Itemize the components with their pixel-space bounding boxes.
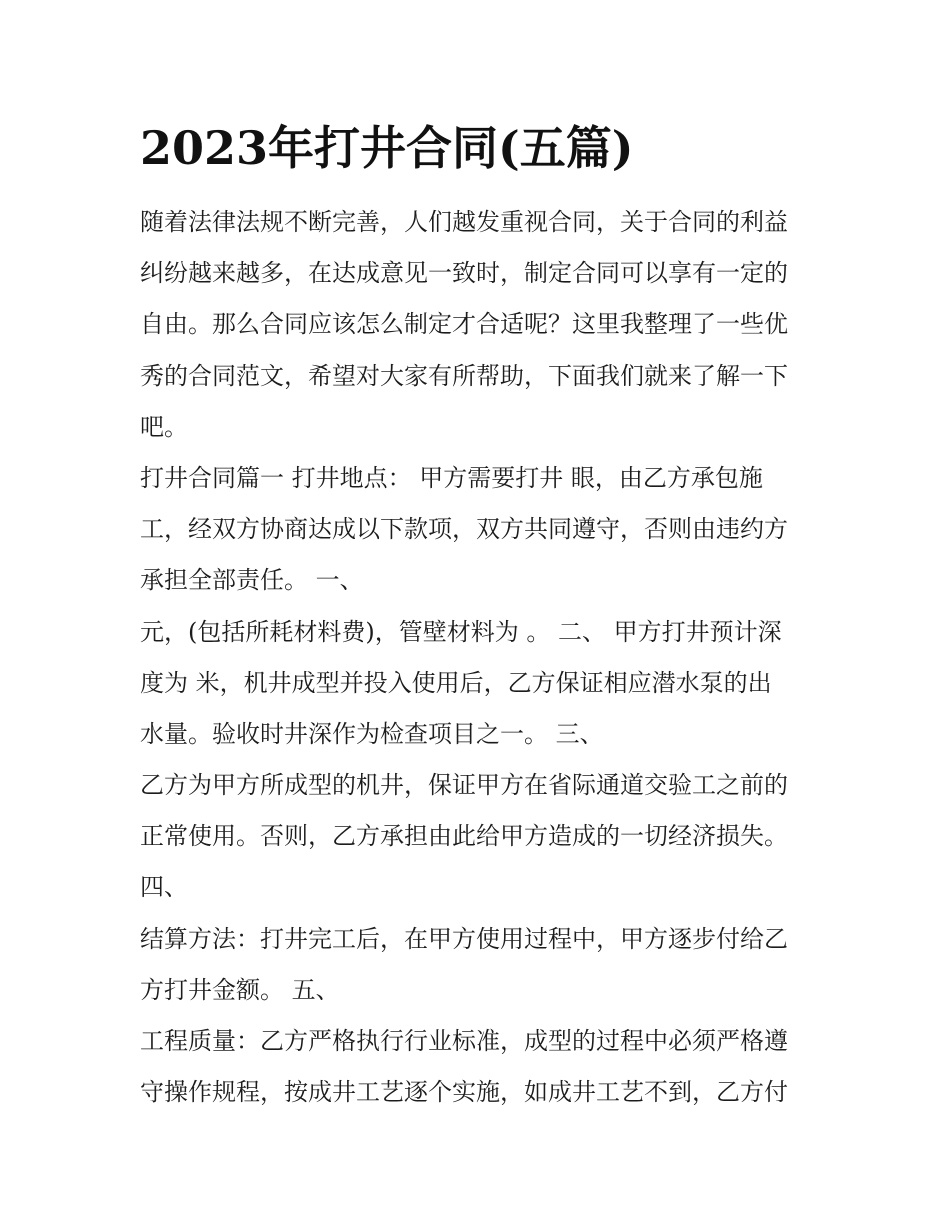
body-line: 守操作规程，按成井工艺逐个实施，如成井工艺不到，乙方付 <box>140 1078 788 1107</box>
body-line: 随着法律法规不断完善，人们越发重视合同，关于合同的利益 <box>140 208 788 236</box>
body-line: 秀的合同范文，希望对大家有所帮助，下面我们就来了解一下 <box>140 361 788 390</box>
body-line: 方打井金额。 五、 <box>140 975 340 1004</box>
body-line: 水量。验收时井深作为检查项目之一。 三、 <box>140 719 604 748</box>
body-line: 度为 米，机井成型并投入使用后，乙方保证相应潜水泵的出 <box>140 668 772 697</box>
body-line: 纠纷越来越多，在达成意见一致时，制定合同可以享有一定的 <box>140 259 788 288</box>
body-line: 承担全部责任。 一、 <box>140 566 364 595</box>
document-body <box>140 197 820 1118</box>
document-title: 2023年打井合同(五篇) <box>140 121 634 175</box>
body-line: 元，(包括所耗材料费)，管壁材料为 。 二、 甲方打井预计深 <box>140 617 782 646</box>
body-line: 正常使用。否则，乙方承担由此给甲方造成的一切经济损失。 <box>140 822 788 851</box>
body-line: 自由。那么合同应该怎么制定才合适呢？这里我整理了一些优 <box>140 310 788 339</box>
body-line: 四、 <box>140 873 188 902</box>
body-line: 吧。 <box>140 412 188 441</box>
body-line: 工程质量：乙方严格执行行业标准，成型的过程中必须严格遵 <box>140 1027 788 1055</box>
body-line: 工，经双方协商达成以下款项，双方共同遵守，否则由违约方 <box>140 515 788 544</box>
body-line: 结算方法：打井完工后，在甲方使用过程中，甲方逐步付给乙 <box>140 924 788 953</box>
body-line: 打井合同篇一 打井地点： 甲方需要打井 眼，由乙方承包施 <box>140 463 763 492</box>
body-line: 乙方为甲方所成型的机井，保证甲方在省际通道交验工之前的 <box>140 771 788 800</box>
